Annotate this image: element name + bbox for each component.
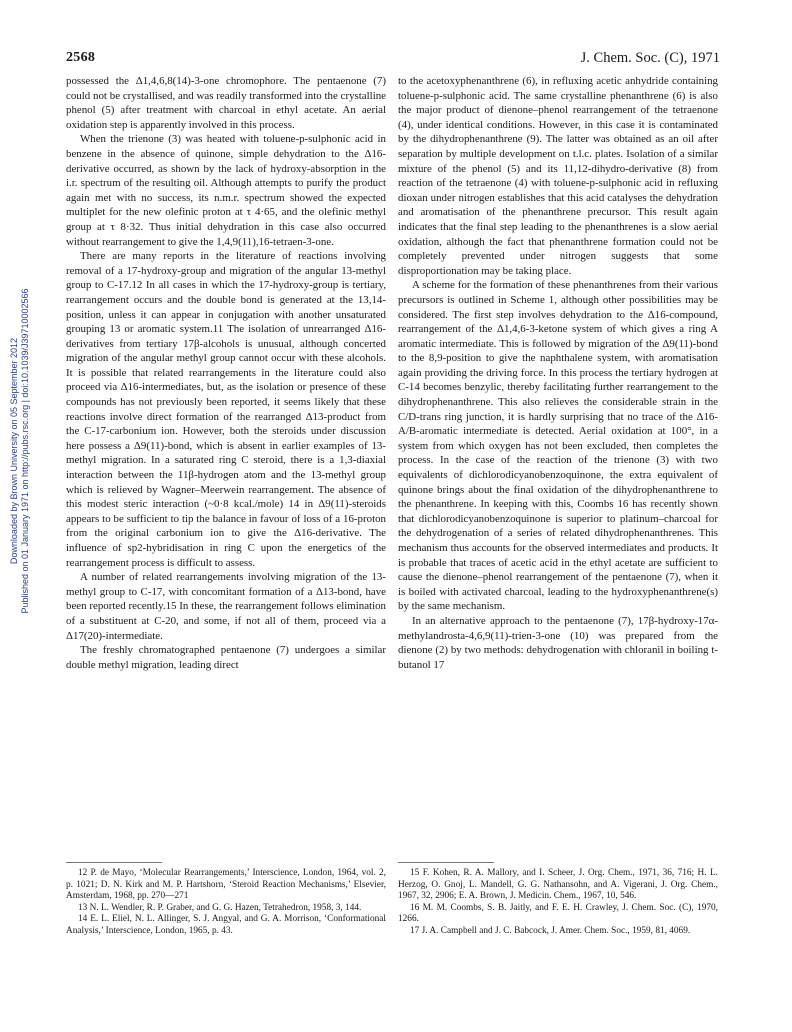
download-sidebar bbox=[0, 0, 36, 1032]
paragraph: There are many reports in the literature of reactions involving removal of a 17-hydroxy-group and migration of the angular 13-methyl group to C-17.12 In all cases in which the 17-hydroxy-group is tertiary, rearrangement occurs and the double bond is generated at the 13,14-position, unless it can appear in conjugation with another unsaturated grouping 13 or aromatic system.11 The isolation of unrearranged Δ16-derivatives from tertiary 17β-alcohols is unusual, although concerted migration of the angular methyl group cannot occur with these alcohols. It is possible that related rearrangements in the literature could also proceed via Δ16-intermediates, but, as the isolation or presence of these compounds has not previously been reported, it seems likely that these reactions involve direct formation of the rearranged Δ13-product from the C-17-carbonium ion. However, both the steroids under discussion here possess a Δ9(11)-bond, which is absent in earlier examples of 13-methyl migration. In a saturated ring C steroid, there is a 1,3-diaxial interaction between the 11β-hydrogen atom and the 13-methyl group which is relieved by Wagner–Meerwein rearrangement. The absence of this modest steric interaction (~0·8 kcal./mole) 14 in Δ9(11)-steroids appears to be sufficient to tip the balance in favour of loss of a 16-proton from the original carbonium ion to give the Δ16-derivative. The influence of sp2-hybridisation in ring C upon the energetics of the rearrangement process is difficult to assess. bbox=[66, 250, 386, 569]
right-column bbox=[398, 74, 718, 672]
paragraph: possessed the Δ1,4,6,8(14)-3-one chromophore. The pentaenone (7) could not be crystallised, and was readily transformed into the crystalline phenol (5) after treatment with charcoal in ethyl acetate. An aerial oxidation step is apparently involved in this process. bbox=[66, 75, 386, 131]
footnote: 15 F. Kohen, R. A. Mallory, and I. Scheer, J. Org. Chem., 1971, 36, 716; H. L. Herzog, O. Gnoj, L. Mandell, G. G. Nathansohn, and A. Vigerani, J. Org. Chem., 1967, 32, 2906; E. A. Brown, J. Medicin. Chem., 1967, 10, 546. bbox=[398, 868, 718, 902]
footnote: 14 E. L. Eliel, N. L. Allinger, S. J. Angyal, and G. A. Morrison, ‘Conformational Analysis,’ Interscience, London, 1965, p. 43. bbox=[66, 914, 386, 936]
paragraph: to the acetoxyphenanthrene (6), in refluxing acetic anhydride containing toluene-p-sulphonic acid. The same crystalline phenanthrene (6) is also the major product of dienone–phenol rearrangement of the tetraenone (4), under identical conditions. However, in this case it is contaminated by the dihydrophenanthrene (9). The latter was obtained as an oil after separation by multiple development on t.l.c. plates. Isolation of a similar mixture of the phenol (5) and its 11,12-dihydro-derivative (8) from reaction of the tetraenone (4) with toluene-p-sulphonic acid in refluxing dioxan under nitrogen establishes that this acid catalyses the dehydration and aromatisation of the phenanthrene precursor. This result again indicates that the final step leading to the phenanthrenes is a slow aerial oxidation, although the fact that phenanthrene formation could not be completely prevented under nitrogen suggests that some disproportionation may be taking place. bbox=[398, 75, 718, 277]
published-line[interactable]: Published on 01 January 1971 on http://pubs.rsc.org | doi:10.1039/J39710002566 bbox=[20, 288, 30, 614]
paragraph: In an alternative approach to the pentaenone (7), 17β-hydroxy-17α-methylandrosta-4,6,9(11)-trien-3-one (10) was prepared from the dienone (2) by two methods: dehydrogenation with chloranil in boiling t-butanol 17 bbox=[398, 614, 718, 671]
footnotes-left bbox=[66, 868, 386, 938]
paragraph: When the trienone (3) was heated with toluene-p-sulphonic acid in benzene in the absence of quinone, simple dehydration to the Δ16-derivative occurred, as shown by the lack of hydroxy-absorption in the i.r. spectrum of the resulting oil. Although attempts to purify the product again met with no success, its n.m.r. spectrum showed the expected multiplet for the new olefinic proton at τ 4·65, and the olefinic methyl group at τ 8·32. Thus initial dehydration in this case also occurred without rearrangement to give the 1,4,9(11),16-tetraen-3-one. bbox=[66, 133, 386, 248]
paragraph: A number of related rearrangements involving migration of the 13-methyl group to C-17, with concomitant formation of a Δ13-bond, have been reported recently.15 In these, the rearrangement follows elimination of a substituent at C-20, and some, if not all of them, proceed via a Δ17(20)-intermediate. bbox=[66, 571, 386, 642]
footnote: 16 M. M. Coombs, S. B. Jaitly, and F. E. H. Crawley, J. Chem. Soc. (C), 1970, 1266. bbox=[398, 902, 718, 925]
footnote: 12 P. de Mayo, ‘Molecular Rearrangements,’ Interscience, London, 1964, vol. 2, p. 1021; D. N. Kirk and M. P. Hartshorn, ‘Steroid Reaction Mechanisms,’ Elsevier, Amsterdam, 1968, pp. 270—271 bbox=[66, 868, 386, 902]
footnote: 17 J. A. Campbell and J. C. Babcock, J. Amer. Chem. Soc., 1959, 81, 4069. bbox=[410, 925, 691, 936]
journal-header: J. Chem. Soc. (C), 1971 bbox=[580, 50, 720, 66]
page-number: 2568 bbox=[66, 50, 96, 65]
footnote: 13 N. L. Wendler, R. P. Graber, and G. G. Hazen, Tetrahedron, 1958, 3, 144. bbox=[78, 902, 362, 913]
footnote-divider bbox=[66, 862, 162, 863]
paragraph: A scheme for the formation of these phenanthrenes from their various precursors is outlined in Scheme 1, although other possibilities may be considered. The first step involves dehydration to the Δ16-compound, rearrangement of the Δ1,4,6-3-ketone system of which gives a ring A aromatic intermediate. This is followed by migration of the Δ9(11)-bond to the 8,9-position to give the naphthalene system, with aromatisation again providing the driving force. In this process the tertiary hydrogen at C-14 becomes benzylic, thereby facilitating further rearrangement to the dihydrophenanthrene. This also relieves the considerable strain in the C/D-trans ring junction, it is hardly surprising that no trace of the Δ16-A/B-aromatic intermediate is detected. Aerial oxidation at 100°, in a system from which oxygen has not been excluded, then completes the process. In the case of the reaction of the trienone (3) with two equivalents of dichlorodicyanobenzoquinone, the extra equivalent of quinone brings about the final oxidation of the dihydrophenanthrene to the phenanthrene. In keeping with this, Coombs 16 has recently shown that dichlorodicyanobenzoquinone is superior to platinum–charcoal for the dehydrogenation of a series of related dihydrophenanthrenes. This mechanism thus accounts for the observed intermediates and products. It is probable that traces of acetic acid in the ethyl acetate are sufficient to cause the dienone–phenol rearrangement of the pentaenone (7), when it is boiled with activated charcoal, leading to the hydroxyphenanthrene(s) by the same mechanism. bbox=[398, 279, 718, 613]
footnotes-right bbox=[398, 868, 718, 938]
downloaded-line[interactable]: Downloaded by Brown University on 05 September 2012 bbox=[9, 337, 19, 565]
left-column bbox=[66, 74, 386, 672]
footnote-divider bbox=[398, 862, 494, 863]
paragraph: The freshly chromatographed pentaenone (7) undergoes a similar double methyl migration, leading direct bbox=[66, 644, 386, 671]
